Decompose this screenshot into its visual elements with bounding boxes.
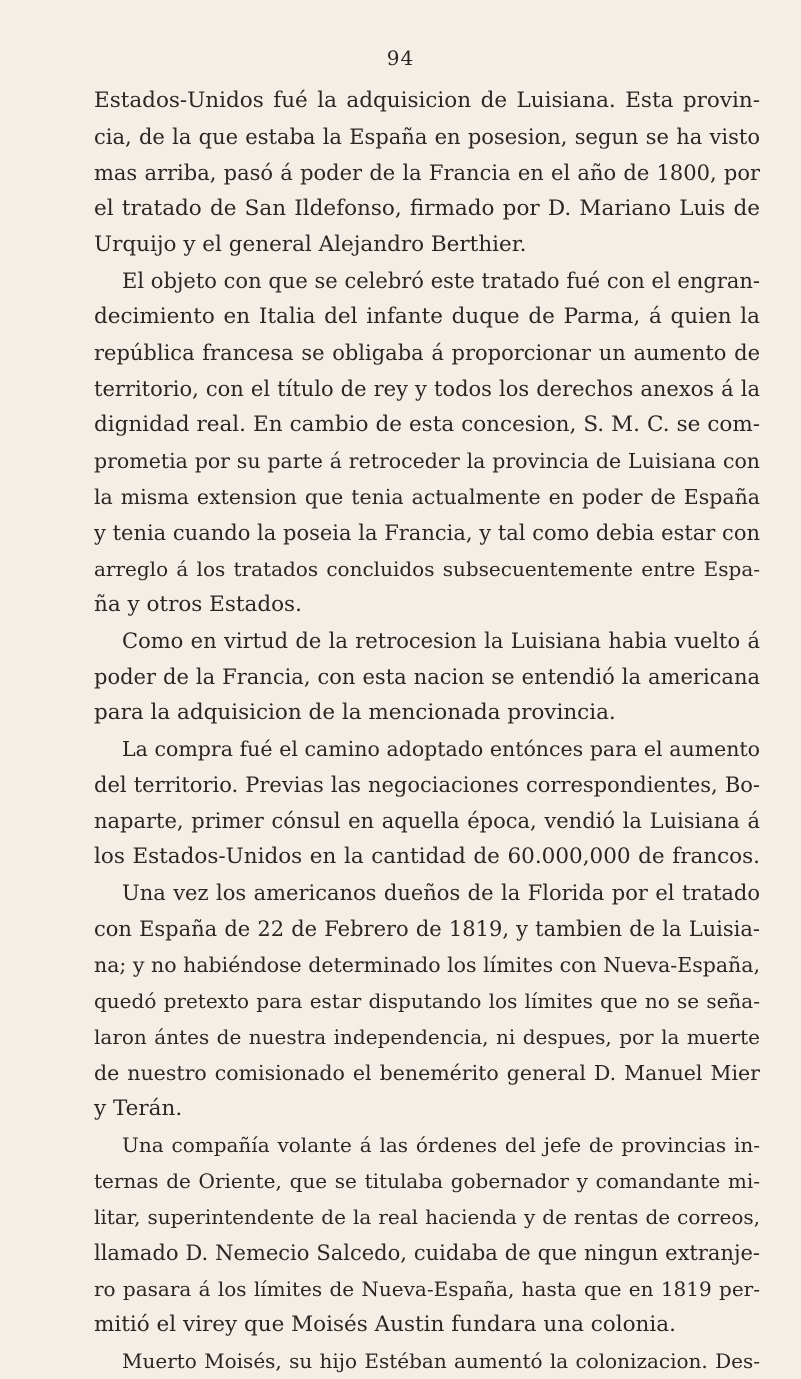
text-line: naparte, primer cónsul en aquella época, vendió la Luisiana á bbox=[94, 809, 760, 833]
text-line: Estados-Unidos fué la adquisicion de Luisiana. Esta provin- bbox=[94, 88, 760, 113]
text-line: mitió el virey que Moisés Austin fundara una colonia. bbox=[94, 1312, 676, 1337]
page-number: 94 bbox=[386, 46, 415, 70]
text-line: con España de 22 de Febrero de 1819, y tambien de la Luisia- bbox=[94, 917, 760, 941]
text-line: litar, superintendente de la real hacienda y de rentas de correos, bbox=[94, 1205, 760, 1229]
text-line: ternas de Oriente, que se titulaba gobernador y comandante mi- bbox=[94, 1169, 760, 1193]
text-line: Una compañía volante á las órdenes del jefe de provincias in- bbox=[122, 1133, 760, 1157]
text-line: arreglo á los tratados concluidos subsecuentemente entre Espa- bbox=[94, 557, 760, 581]
text-line: Muerto Moisés, su hijo Estéban aumentó la colonizacion. Des- bbox=[122, 1349, 760, 1373]
text-line: cia, de la que estaba la España en posesion, segun se ha visto bbox=[94, 125, 760, 149]
text-line: llamado D. Nemecio Salcedo, cuidaba de que ningun extranje- bbox=[94, 1241, 760, 1265]
text-line: territorio, con el título de rey y todos los derechos anexos á la bbox=[94, 377, 760, 401]
text-line: ro pasara á los límites de Nueva-España, hasta que en 1819 per- bbox=[94, 1277, 760, 1301]
text-line: república francesa se obligaba á proporcionar un aumento de bbox=[94, 341, 760, 365]
text-line: y Terán. bbox=[94, 1096, 183, 1121]
text-line: los Estados-Unidos en la cantidad de 60.000,000 de francos. bbox=[94, 844, 760, 869]
body-text bbox=[94, 83, 760, 1379]
text-line: quedó pretexto para estar disputando los límites que no se seña- bbox=[94, 989, 760, 1013]
text-line: decimiento en Italia del infante duque de Parma, á quien la bbox=[94, 304, 760, 329]
text-line: de nuestro comisionado el benemérito general D. Manuel Mier bbox=[94, 1061, 760, 1085]
text-line: y tenia cuando la poseia la Francia, y tal como debia estar con bbox=[94, 521, 760, 545]
text-line: mas arriba, pasó á poder de la Francia en el año de 1800, por bbox=[94, 161, 760, 185]
text-line: el tratado de San Ildefonso, firmado por D. Mariano Luis de bbox=[94, 196, 760, 221]
text-line: Como en virtud de la retrocesion la Luisiana habia vuelto á bbox=[122, 629, 760, 653]
text-line: Una vez los americanos dueños de la Florida por el tratado bbox=[122, 881, 760, 905]
text-line: prometia por su parte á retroceder la provincia de Luisiana con bbox=[94, 449, 760, 473]
text-line: na; y no habiéndose determinado los límites con Nueva-España, bbox=[94, 953, 760, 977]
text-line: La compra fué el camino adoptado entónces para el aumento bbox=[122, 737, 760, 761]
text-line: para la adquisicion de la mencionada provincia. bbox=[94, 700, 616, 725]
text-line: poder de la Francia, con esta nacion se entendió la americana bbox=[94, 665, 760, 689]
text-line: dignidad real. En cambio de esta concesion, S. M. C. se com- bbox=[94, 412, 760, 437]
text-line: laron ántes de nuestra independencia, ni despues, por la muerte bbox=[94, 1025, 760, 1049]
text-line: Urquijo y el general Alejandro Berthier. bbox=[94, 232, 527, 257]
text-line: El objeto con que se celebró este tratado fué con el engran- bbox=[122, 269, 760, 293]
text-line: del territorio. Previas las negociaciones correspondientes, Bo- bbox=[94, 773, 760, 797]
text-line: ña y otros Estados. bbox=[94, 592, 302, 617]
text-line: la misma extension que tenia actualmente en poder de España bbox=[94, 485, 760, 509]
